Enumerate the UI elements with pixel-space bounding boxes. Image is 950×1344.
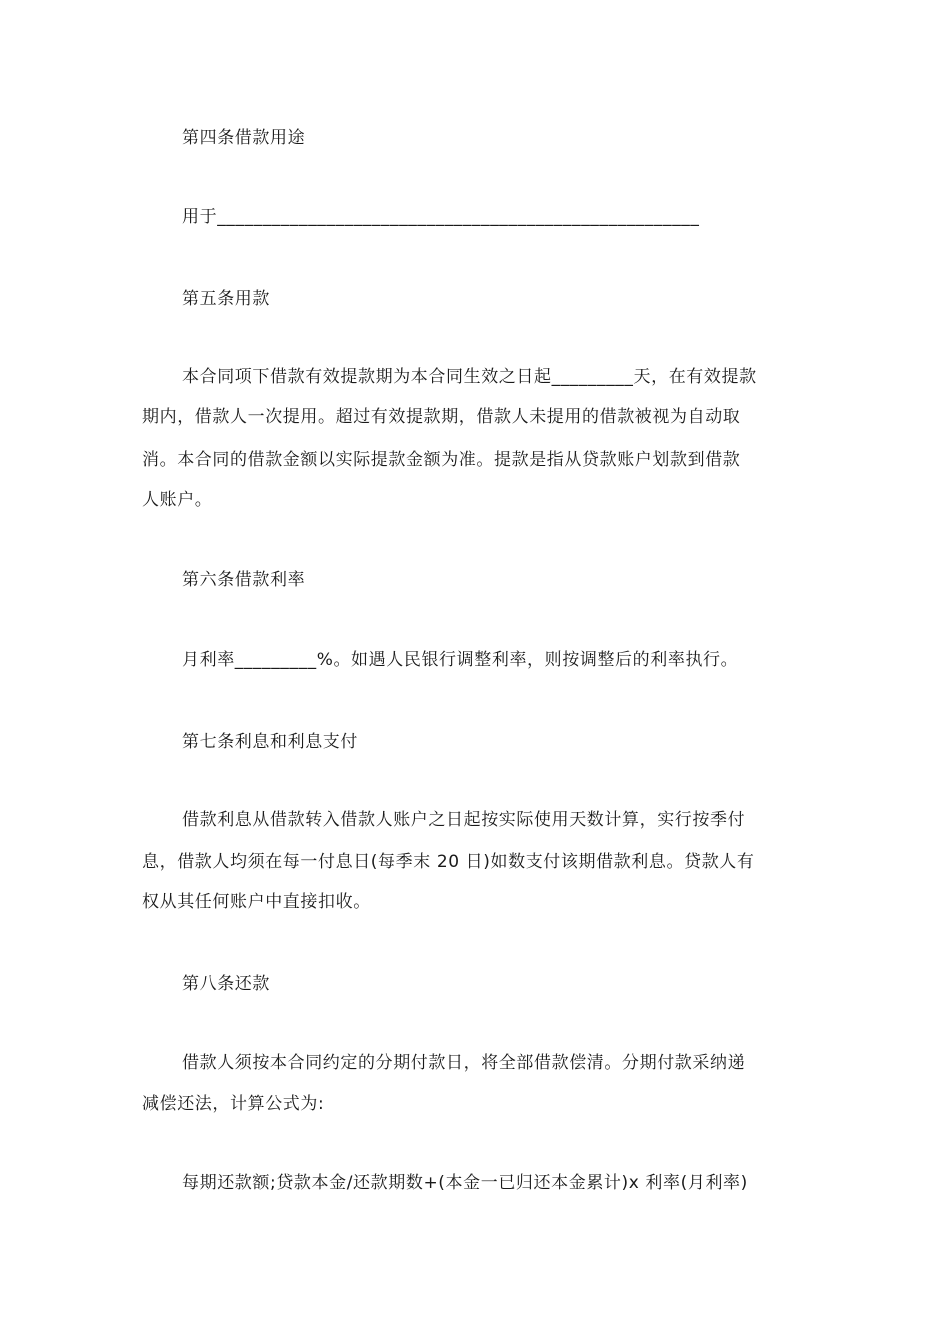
section-heading: 第八条还款 xyxy=(182,974,270,994)
paragraph-line: 借款利息从借款转入借款人账户之日起按实际使用天数计算，实行按季付 xyxy=(182,810,746,830)
paragraph-line: 月利率_________%。如遇人民银行调整利率，则按调整后的利率执行。 xyxy=(182,650,739,670)
paragraph-line: 期内，借款人一次提用。超过有效提款期，借款人未提用的借款被视为自动取 xyxy=(142,407,741,427)
paragraph-line: 借款人须按本合同约定的分期付款日，将全部借款偿清。分期付款采纳递 xyxy=(182,1053,746,1073)
section-heading: 第六条借款利率 xyxy=(182,570,306,590)
paragraph-line: 人账户。 xyxy=(142,490,213,510)
paragraph-line: 息，借款人均须在每一付息日(每季末 20 日)如数支付该期借款利息。贷款人有 xyxy=(142,852,755,872)
paragraph-line: 权从其任何账户中直接扣收。 xyxy=(142,892,371,912)
paragraph-line: 消。本合同的借款金额以实际提款金额为准。提款是指从贷款账户划款到借款 xyxy=(142,450,741,470)
section-heading: 第七条利息和利息支付 xyxy=(182,732,358,752)
formula-line: 每期还款额;贷款本金/还款期数+(本金一已归还本金累计)x 利率(月利率) xyxy=(182,1173,748,1193)
paragraph-line: 本合同项下借款有效提款期为本合同生效之日起_________天，在有效提款 xyxy=(182,367,757,387)
paragraph-line: 用于_____________________________________________________ xyxy=(182,207,700,227)
section-heading: 第四条借款用途 xyxy=(182,128,306,148)
paragraph-line: 减偿还法，计算公式为: xyxy=(142,1094,325,1114)
section-heading: 第五条用款 xyxy=(182,289,270,309)
